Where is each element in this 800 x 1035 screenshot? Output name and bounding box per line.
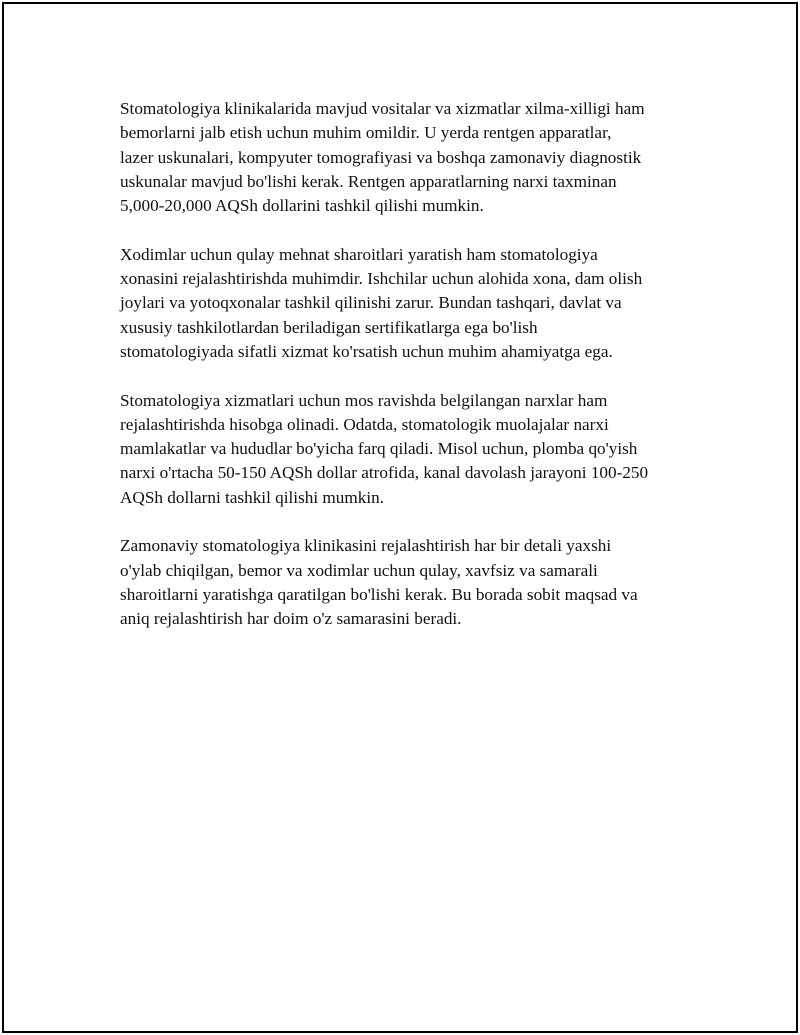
text-line: Zamonaviy stomatologiya klinikasini rejalashtirish har bir detali yaxshi [120, 536, 612, 556]
text-line: stomatologiyada sifatli xizmat ko'rsatish uchun muhim ahamiyatga ega. [120, 341, 613, 361]
text-line: mamlakatlar va hududlar bo'yicha farq qiladi. Misol uchun, plomba qo'yish [120, 439, 638, 459]
text-line: Stomatologiya klinikalarida mavjud vositalar va xizmatlar xilma-xilligi ham [120, 99, 645, 118]
text-line: joylari va yotoqxonalar tashkil qilinishi zarur. Bundan tashqari, davlat va [120, 293, 622, 313]
text-line: narxi o'rtacha 50-150 AQSh dollar atrofida, kanal davolash jarayoni 100-250 [120, 463, 649, 483]
text-line: xususiy tashkilotlardan beriladigan sertifikatlarga ega bo'lish [120, 317, 538, 337]
text-line: lazer uskunalari, kompyuter tomografiyasi va boshqa zamonaviy diagnostik [120, 147, 642, 167]
text-line: Xodimlar uchun qulay mehnat sharoitlari yaratish ham stomatologiya [120, 244, 598, 264]
paragraph-4 [120, 534, 700, 631]
text-line: aniq rejalashtirish har doim o'z samarasini beradi. [120, 609, 462, 629]
document-page [2, 2, 798, 1033]
document-body [120, 97, 700, 656]
paragraph-2 [120, 243, 700, 364]
text-line: Stomatologiya xizmatlari uchun mos ravishda belgilangan narxlar ham [120, 390, 608, 410]
text-line: rejalashtirishda hisobga olinadi. Odatda, stomatologik muolajalar narxi [120, 414, 609, 434]
text-line: bemorlarni jalb etish uchun muhim omildir. U yerda rentgen apparatlar, [120, 123, 612, 143]
paragraph-1 [120, 97, 700, 218]
paragraph-3 [120, 389, 700, 510]
text-line: uskunalar mavjud bo'lishi kerak. Rentgen apparatlarning narxi taxminan [120, 171, 617, 191]
text-line: xonasini rejalashtirishda muhimdir. Ishchilar uchun alohida xona, dam olish [120, 269, 643, 289]
text-line: o'ylab chiqilgan, bemor va xodimlar uchun qulay, xavfsiz va samarali [120, 560, 598, 580]
text-line: AQSh dollarni tashkil qilishi mumkin. [120, 487, 385, 507]
text-line: 5,000-20,000 AQSh dollarini tashkil qilishi mumkin. [120, 196, 484, 216]
text-line: sharoitlarni yaratishga qaratilgan bo'lishi kerak. Bu borada sobit maqsad va [120, 584, 638, 604]
